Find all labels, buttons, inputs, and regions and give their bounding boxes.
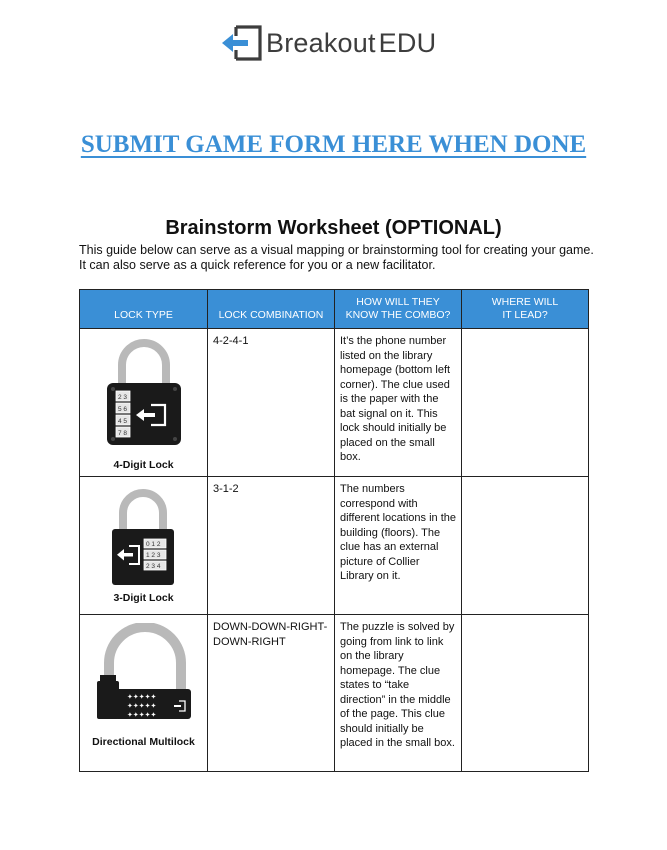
header-lock-type: LOCK TYPE xyxy=(80,290,208,328)
directional-multilock-icon xyxy=(97,623,193,723)
header-lock-combination: LOCK COMBINATION xyxy=(208,290,335,328)
svg-text:✦✦✦✦✦: ✦✦✦✦✦ xyxy=(127,711,157,719)
worksheet-description xyxy=(79,243,599,273)
lock-type-cell xyxy=(80,329,208,476)
svg-text:✦✦✦✦✦: ✦✦✦✦✦ xyxy=(127,693,157,701)
svg-text:7 8: 7 8 xyxy=(118,430,128,437)
header-where-will-it-lead: WHERE WILL IT LEAD? xyxy=(491,296,559,321)
lock-label: Directional Multilock xyxy=(92,736,195,748)
header-how-will-they-know: HOW WILL THEY KNOW THE COMBO? xyxy=(335,290,462,328)
svg-text:2 3: 2 3 xyxy=(118,394,128,401)
where-cell xyxy=(462,477,588,614)
lock-label: 4-Digit Lock xyxy=(113,459,174,471)
lock-type-cell xyxy=(80,477,208,614)
worksheet-title: Brainstorm Worksheet (OPTIONAL) xyxy=(165,217,502,239)
where-cell xyxy=(462,329,588,476)
lock-type-cell xyxy=(80,615,208,771)
how-cell: It’s the phone number listed on the library homepage (bottom left corner). The clue used is the paper with the bat signal on it. This lock should initially be placed on the small box. xyxy=(335,329,462,476)
table-row xyxy=(80,614,588,771)
svg-text:4 5: 4 5 xyxy=(118,418,128,425)
table-row xyxy=(80,328,588,476)
combination-cell: DOWN-DOWN-RIGHT-DOWN-RIGHT xyxy=(208,615,335,771)
svg-text:✦✦✦✦✦: ✦✦✦✦✦ xyxy=(127,702,157,710)
breakout-edu-logo xyxy=(222,24,436,62)
svg-text:5 6: 5 6 xyxy=(118,406,128,413)
logo-wordmark: Breakout EDU xyxy=(266,27,437,58)
description-line: It can also serve as a quick reference for you or a new facilitator. xyxy=(79,258,436,272)
combination-cell: 4-2-4-1 xyxy=(208,329,335,476)
submit-game-form-link[interactable]: SUBMIT GAME FORM HERE WHEN DONE xyxy=(80,131,587,158)
table-row xyxy=(80,476,588,614)
breakout-exit-icon xyxy=(222,25,262,61)
svg-text:1 2 3: 1 2 3 xyxy=(146,552,161,559)
four-digit-padlock-icon xyxy=(104,339,184,449)
description-line: This guide below can serve as a visual mapping or brainstorming tool for creating your game. xyxy=(79,243,594,257)
combination-cell: 3-1-2 xyxy=(208,477,335,614)
brainstorm-table xyxy=(79,289,589,772)
how-cell: The puzzle is solved by going from link to link on the library homepage. The clue states to “take direction” in the middle of the page. This clue should initially be placed in the small box. xyxy=(335,615,462,771)
table-header xyxy=(80,290,588,328)
lock-label: 3-Digit Lock xyxy=(113,592,174,604)
where-cell xyxy=(462,615,588,771)
svg-text:2 3 4: 2 3 4 xyxy=(146,563,161,570)
how-cell: The numbers correspond with different locations in the building (floors). The clue has an external picture of Collier Library on it. xyxy=(335,477,462,614)
three-digit-padlock-icon xyxy=(110,487,176,587)
svg-text:0 1 2: 0 1 2 xyxy=(146,541,161,548)
